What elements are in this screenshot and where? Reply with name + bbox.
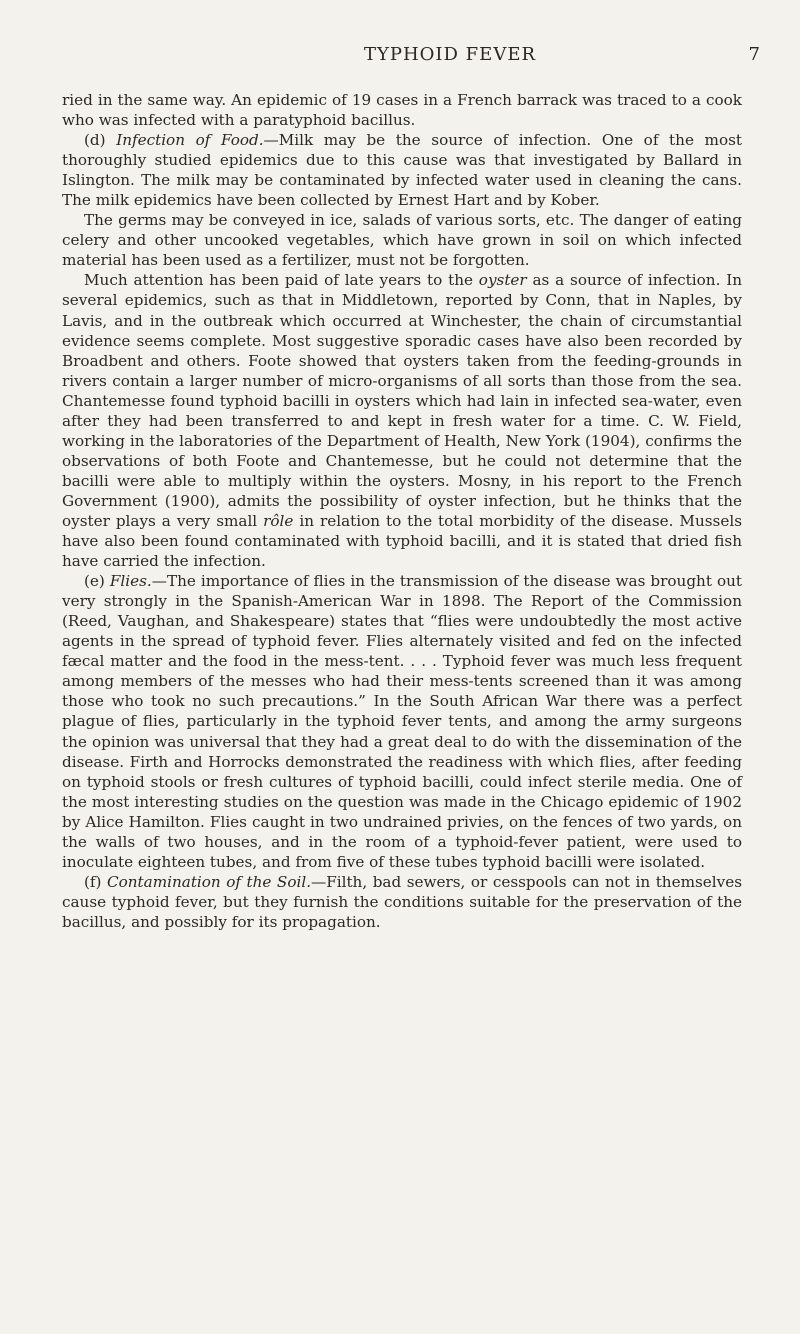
paragraph-continued: ried in the same way. An epidemic of 19 cases in a French barrack was traced to a cook who was infected with a paratyphoid bacillus. (62, 91, 742, 130)
section-heading: Contamination of the Soil. (107, 872, 312, 891)
running-title: TYPHOID FEVER (363, 44, 537, 65)
paragraph-text: —Milk may be the source of infection. One of the most thoroughly studied epidemics due to this cause was that investigated by Ballard in Islington. The milk may be contaminated by infected water used in cleaning the cans. The milk epidemics have been collected by Ernest Hart and by Kober. (62, 131, 742, 210)
paragraph-text: as a source of infection. In several epidemics, such as that in Middletown, reported by Conn, that in Naples, by Lavis, and in the outbreak which occurred at Winchester, the chain of circumstantial evidence seems complete. Most suggestive sporadic cases have also been recorded by Broadbent and others. Foote showed that oysters taken from the feeding-grounds in rivers contain a larger number of micro-organisms of all sorts than those from the sea. Chantemesse found typhoid bacilli in oysters which had lain in infected sea-water, even after they had been transferred to and kept in fresh water for a time. C. W. Field, working in the laboratories of the Department of Health, New York (1904), confirms the observations of both Foote and Chantemesse, but he could not determine that the bacilli were able to multiply within the oysters. Mosny, in his report to the French Government (1900), admits the possibility of oyster infection, but he thinks that the oyster plays a very small (62, 271, 742, 530)
paragraph-flies (62, 571, 742, 872)
emphasis-role: rôle (263, 511, 294, 530)
running-head (140, 44, 760, 70)
paragraph-text: —The importance of flies in the transmission of the disease was brought out very strongly in the Spanish-American War in 1898. The Report of the Commission (Reed, Vaughan, and Shakespeare) states that “flies were undoubtedly the most active agents in the spread of typhoid fever. Flies alternately visited and fed on the infected fæcal matter and the food in the mess-tent. . . . Typhoid fever was much less frequent among members of the messes who had their mess-tents screened than it was among those who took no such precautions.” In the South African War there was a perfect plague of flies, particularly in the typhoid fever tents, and among the army surgeons the opinion was universal that they had a great deal to do with the dissemination of the disease. Firth and Horrocks demonstrated the readiness with which flies, after feeding on typhoid stools or fresh cultures of typhoid bacilli, could infect sterile media. One of the most interesting studies on the question was made in the Chicago epidemic of 1902 by Alice Hamilton. Flies caught in two undrained privies, on the fences of two yards, on the walls of two houses, and in the room of a typhoid-fever patient, were used to inoculate eighteen tubes, and from five of these tubes typhoid bacilli were isolated. (62, 572, 743, 871)
section-label: (f) (84, 872, 102, 891)
section-label: (e) (84, 572, 105, 591)
paragraph-ice-salads: The germs may be conveyed in ice, salads of various sorts, etc. The danger of eating celery and other uncooked vegetables, which have grown in soil on which infected material has been used as a fertilizer, must not be forgotten. (62, 211, 742, 270)
paragraph-soil (62, 872, 742, 932)
page-number: 7 (748, 44, 760, 65)
paragraph-infection-of-food (62, 130, 742, 210)
emphasis-oyster: oyster (478, 271, 527, 290)
section-heading: Flies. (109, 572, 152, 591)
paragraph-text: in relation to the total morbidity of the disease. Mussels have also been found contaminated with typhoid bacilli, and it is stated that dried fish have carried the infection. (62, 511, 742, 571)
section-label: (d) (84, 131, 106, 150)
paragraph-oyster (62, 270, 742, 571)
paragraph-text: Much attention has been paid of late years to the (84, 271, 479, 290)
section-heading: Infection of Food. (116, 131, 264, 150)
body-text (62, 90, 742, 932)
paragraph-text: —Filth, bad sewers, or cesspools can not in themselves cause typhoid fever, but they furnish the conditions suitable for the preservation of the bacillus, and possibly for its propagation. (62, 872, 742, 931)
